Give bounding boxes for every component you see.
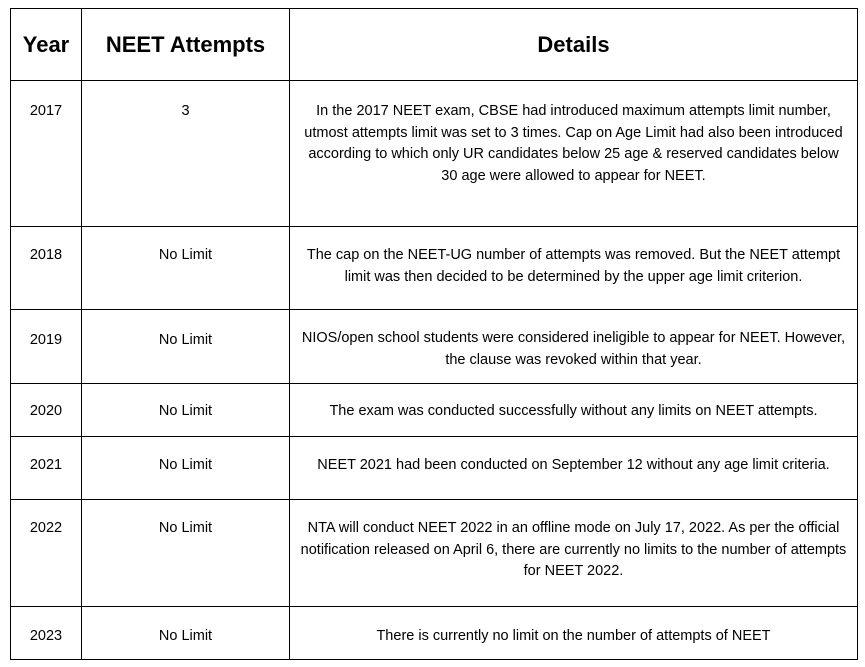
table-row [11,437,858,500]
table-row [11,500,858,607]
year-cell: 2020 [11,384,82,437]
year-cell: 2018 [11,227,82,310]
details-cell: NEET 2021 had been conducted on September 12 without any age limit criteria. [290,437,858,500]
attempts-cell: No Limit [82,310,290,384]
attempts-cell: No Limit [82,227,290,310]
header-year: Year [11,9,82,81]
table-row [11,310,858,384]
details-cell: The cap on the NEET-UG number of attempts was removed. But the NEET attempt limit was then decided to be determined by the upper age limit criterion. [290,227,858,310]
table-row [11,81,858,227]
year-cell: 2021 [11,437,82,500]
header-details: Details [290,9,858,81]
attempts-cell: No Limit [82,607,290,660]
attempts-cell: 3 [82,81,290,227]
table-row [11,384,858,437]
details-cell: NTA will conduct NEET 2022 in an offline mode on July 17, 2022. As per the official notification released on April 6, there are currently no limits to the number of attempts for NEET 2022. [290,500,858,607]
year-cell: 2022 [11,500,82,607]
details-cell: There is currently no limit on the number of attempts of NEET [290,607,858,660]
attempts-cell: No Limit [82,500,290,607]
neet-attempts-table [10,8,858,660]
attempts-cell: No Limit [82,437,290,500]
year-cell: 2017 [11,81,82,227]
year-cell: 2023 [11,607,82,660]
details-cell: In the 2017 NEET exam, CBSE had introduced maximum attempts limit number, utmost attempts limit was set to 3 times. Cap on Age Limit had also been introduced according to which only UR candidates below 25 age & reserved candidates below 30 age were allowed to appear for NEET. [290,81,858,227]
details-cell: The exam was conducted successfully without any limits on NEET attempts. [290,384,858,437]
table-header-row [11,9,858,81]
header-neet-attempts: NEET Attempts [82,9,290,81]
attempts-cell: No Limit [82,384,290,437]
table-row [11,607,858,660]
table-row [11,227,858,310]
year-cell: 2019 [11,310,82,384]
details-cell: NIOS/open school students were considered ineligible to appear for NEET. However, the clause was revoked within that year. [290,310,858,384]
